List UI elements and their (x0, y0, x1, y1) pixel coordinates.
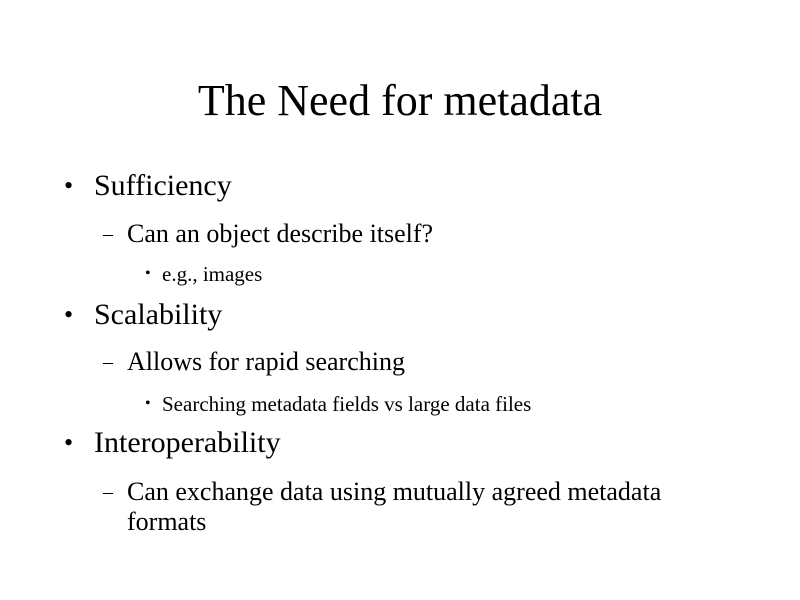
sub-bullet-item (103, 477, 747, 537)
bullet-icon: • (145, 395, 151, 412)
bullet-label: Interoperability (94, 426, 281, 459)
sub-bullet-label: Can exchange data using mutually agreed metadata formats (127, 477, 662, 536)
sub-sub-bullet-label: Searching metadata fields vs large data files (162, 392, 532, 416)
bullet-icon: • (64, 428, 74, 457)
sub-bullet-label: Allows for rapid searching (127, 347, 405, 376)
dash-icon: – (103, 351, 113, 373)
bullet-icon: • (145, 265, 151, 282)
dash-icon: – (103, 481, 113, 503)
bullet-item-interoperability (64, 426, 281, 460)
dash-icon: – (103, 223, 113, 245)
bullet-label: Scalability (94, 298, 223, 331)
sub-bullet-item (103, 219, 434, 249)
sub-bullet-item (103, 347, 405, 377)
sub-bullet-label: Can an object describe itself? (127, 219, 434, 248)
sub-sub-bullet-item (145, 262, 263, 286)
bullet-icon: • (64, 171, 74, 200)
sub-sub-bullet-label: e.g., images (162, 262, 263, 286)
slide-title: The Need for metadata (197, 76, 603, 125)
bullet-label: Sufficiency (94, 169, 232, 202)
sub-sub-bullet-item (145, 392, 532, 416)
bullet-icon: • (64, 300, 74, 329)
bullet-item-scalability (64, 298, 223, 332)
bullet-item-sufficiency (64, 169, 232, 203)
